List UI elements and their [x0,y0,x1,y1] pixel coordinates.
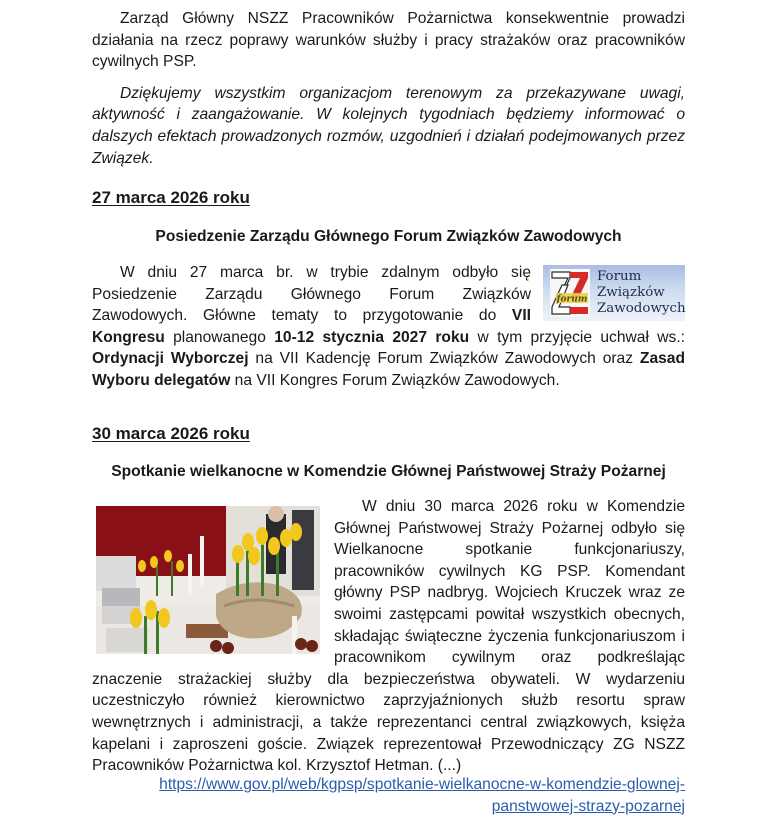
forum-z-mark-icon [550,269,590,317]
easter-tulips-photo [96,506,320,654]
section-title-easter: Spotkanie wielkanocne w Komendzie Głównej Państwowej Straży Pożarnej [111,463,666,480]
link-line-2[interactable]: panstwowej-strazy-pozarnej [491,797,685,815]
date-heading-27-march: 27 marca 2026 roku [92,188,250,207]
section-title-forum: Posiedzenie Zarządu Głównego Forum Związków Zawodowych [155,228,622,245]
forum-paragraph: W dniu 27 marca br. w trybie zdalnym odbyło się Posiedzenie Zarządu Głównego Forum Związków Zawodowych. Główne tematy to przygotowanie do VII Kongresu planowanego 10-12 stycznia 2027 roku w tym przyjęcie uchwał ws.: Ordynacji Wyborczej na VII Kadencję Forum Związków Zawodowych oraz Zasad Wyboru delegatów na VII Kongres Forum Związków Zawodowych. [92,264,685,389]
intro-paragraph: Zarząd Główny NSZZ Pracowników Pożarnictwa konsekwentnie prowadzi działania na rzecz poprawy warunków służby i pracy strażaków oraz pracowników cywilnych PSP. [92,10,685,71]
easter-paragraph: W dniu 30 marca 2026 roku w Komendzie Głównej Państwowej Straży Pożarnej odbyło się Wielkanocne spotkanie funkcjonariuszy, pracowników cywilnych KG PSP. Komendant główny PSP nadbryg. Wojciech Kruczek wraz ze swoimi zastępcami powitał wszystkich obecnych, składając świąteczne życzenia funkcjonariuszom i pracownikom cywilnym oraz podkreślając znaczenie strażackiej służby dla bezpieczeństwa obywateli. W wydarzeniu uczestniczyło również kierownictwo zaprzyjaźnionych służb resortu spraw wewnętrznych i administracji, a także reprezentanci central związkowych, księża kapelani i zaproszeni goście. Związek reprezentował Przewodniczący ZG NSZZ Pracowników Pożarnictwa kol. Krzysztof Hetman. (...) [92,498,685,775]
intro-block [92,8,685,169]
logo-line-1: Forum [597,269,642,284]
bold-kongres: VII Kongresu [92,307,531,346]
link-line-1[interactable]: https://www.gov.pl/web/kgpsp/spotkanie-wielkanocne-w-komendzie-glownej- [159,776,685,793]
easter-section-body [92,496,685,777]
svg-text:forum: forum [556,294,588,305]
bold-kongres-date: 10-12 stycznia 2027 roku [274,328,470,346]
thanks-paragraph: Dziękujemy wszystkim organizacjom terenowym za przekazywane uwagi, aktywność i zaangażowanie. W kolejnych tygodniach będziemy informować o dalszych efektach prowadzonych rozmów, uzgodnień i działań podejmowanych przez Związek. [92,84,685,167]
tulips-image-icon [96,506,320,654]
gov-pl-article-link[interactable] [159,774,685,817]
forum-zz-logo [543,265,685,321]
logo-line-2: Związków [597,285,665,300]
logo-line-3: Zawodowych [597,301,686,316]
date-heading-30-march: 30 marca 2026 roku [92,424,250,443]
forum-section-body [92,262,685,392]
forum-logo-text [597,269,686,317]
bold-zasady: Zasad Wyboru delegatów [92,350,685,389]
bold-ordynacja: Ordynacji Wyborczej [92,350,249,368]
